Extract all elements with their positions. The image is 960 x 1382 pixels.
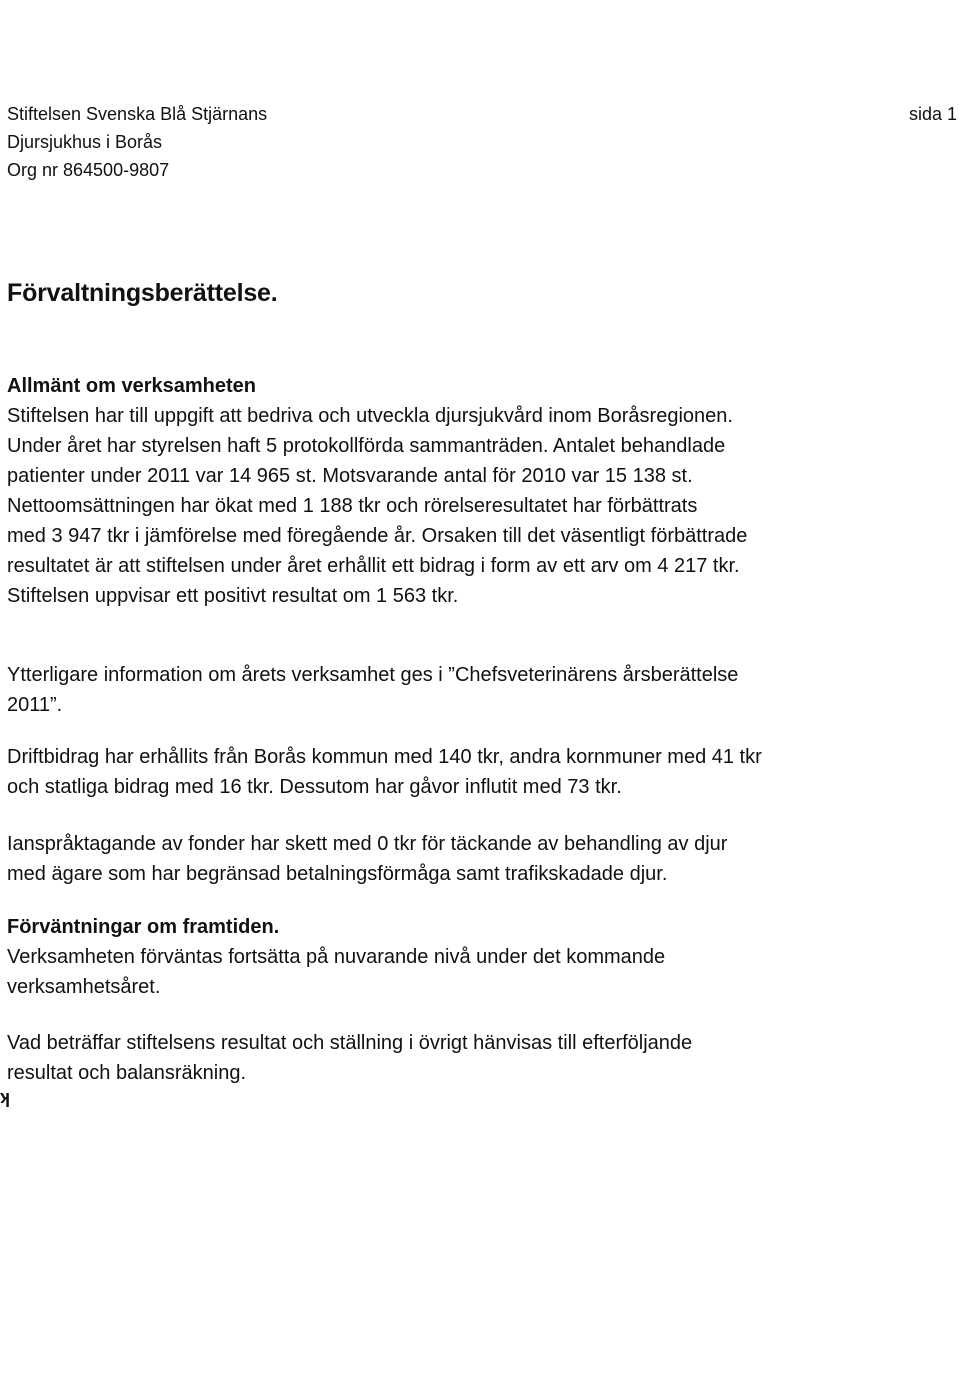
paragraph-line: Stiftelsen uppvisar ett positivt resultat om 1 563 tkr. bbox=[7, 585, 459, 607]
handwritten-mark: ʞ bbox=[0, 1087, 11, 1107]
page-header bbox=[7, 100, 960, 184]
paragraph-line: Ianspråktagande av fonder har skett med 0 tkr för täckande av behandling av djur bbox=[7, 833, 728, 855]
page-number: sida 1 bbox=[908, 104, 957, 124]
section-grants bbox=[7, 742, 957, 802]
section-heading-general: Allmänt om verksamheten bbox=[7, 375, 256, 397]
section-heading-outlook: Förväntningar om framtiden. bbox=[7, 916, 280, 938]
paragraph-line: med ägare som har begränsad betalningsförmåga samt trafikskadade djur. bbox=[7, 863, 668, 885]
section-closing bbox=[7, 1028, 957, 1088]
paragraph-line: Under året har styrelsen haft 5 protokollförda sammanträden. Antalet behandlade bbox=[7, 435, 726, 457]
paragraph-line: 2011”. bbox=[7, 694, 63, 716]
paragraph-line: patienter under 2011 var 14 965 st. Motsvarande antal för 2010 var 15 138 st. bbox=[7, 465, 693, 487]
paragraph-line: Nettoomsättningen har ökat med 1 188 tkr och rörelseresultatet har förbättrats bbox=[7, 495, 698, 517]
paragraph-line: resultat och balansräkning. bbox=[7, 1062, 247, 1084]
section-outlook bbox=[7, 912, 957, 1002]
paragraph-line: med 3 947 tkr i jämförelse med föregående år. Orsaken till det väsentligt förbättrade bbox=[7, 525, 748, 547]
paragraph-line: Stiftelsen har till uppgift att bedriva och utveckla djursjukvård inom Boråsregionen. bbox=[7, 405, 733, 427]
section-further-info bbox=[7, 660, 957, 720]
organization-number: Org nr 864500-9807 bbox=[7, 160, 170, 180]
section-funds bbox=[7, 829, 957, 889]
paragraph-line: Ytterligare information om årets verksamhet ges i ”Chefsveterinärens årsberättelse bbox=[7, 664, 739, 686]
paragraph-line: verksamhetsåret. bbox=[7, 976, 161, 998]
paragraph-line: resultatet är att stiftelsen under året erhållit ett bidrag i form av ett arv om 4 217 tkr. bbox=[7, 555, 740, 577]
section-general bbox=[7, 371, 957, 611]
organization-name: Stiftelsen Svenska Blå Stjärnans bbox=[7, 104, 268, 124]
document-title: Förvaltningsberättelse. bbox=[7, 279, 278, 307]
paragraph-line: Vad beträffar stiftelsens resultat och ställning i övrigt hänvisas till efterföljande bbox=[7, 1032, 693, 1054]
paragraph-line: Driftbidrag har erhållits från Borås kommun med 140 tkr, andra kornmuner med 41 tkr bbox=[7, 746, 762, 768]
paragraph-line: och statliga bidrag med 16 tkr. Dessutom har gåvor influtit med 73 tkr. bbox=[7, 776, 622, 798]
paragraph-line: Verksamheten förväntas fortsätta på nuvarande nivå under det kommande bbox=[7, 946, 666, 968]
hospital-name: Djursjukhus i Borås bbox=[7, 132, 163, 152]
